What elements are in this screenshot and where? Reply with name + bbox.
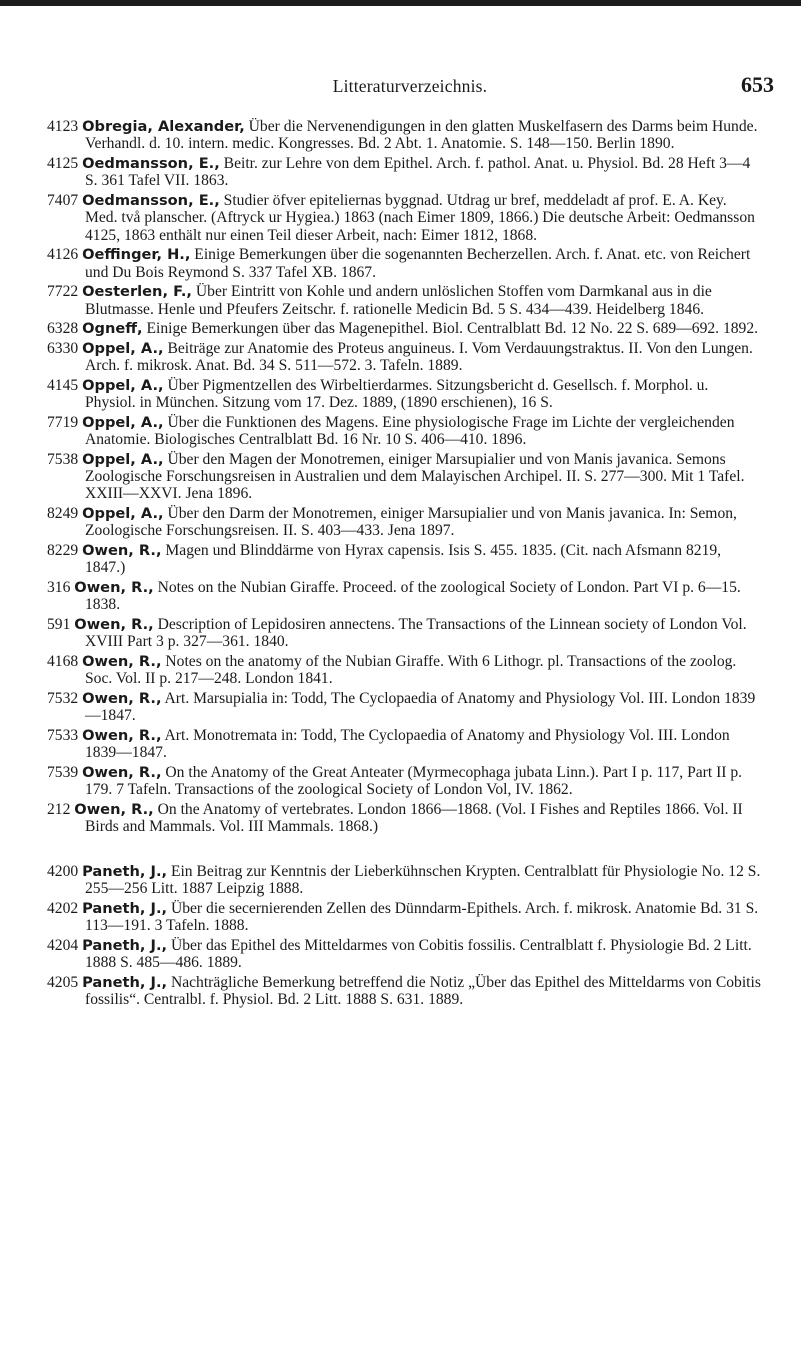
- entry-author: Oeffinger, H.,: [82, 246, 191, 264]
- entry-number: 4123: [47, 118, 79, 135]
- entry-author: Obregia, Alexander,: [82, 118, 245, 135]
- bibliography-entry: [47, 320, 762, 337]
- bibliography-entry: [47, 974, 762, 1009]
- entry-citation: Über den Magen der Monotremen, einiger Marsupialier und von Manis javanica. Semons Zoologische Forschungsreisen in Australien und dem Malayischen Archipel. II. S. 277—300. Mit 1 Tafel. XXIII—XXVI. Jena 1896.: [85, 450, 745, 503]
- bibliography-entry: [47, 246, 762, 281]
- entry-citation: Über die Nervenendigungen in den glatten Muskelfasern des Darms beim Hunde. Verhandl. d. 10. intern. medic. Kongresses. Bd. 2 Abt. 1. Anatomie. S. 148—150. Berlin 1890.: [85, 118, 758, 153]
- entry-author: Paneth, J.,: [82, 899, 168, 917]
- entry-author: Owen, R.,: [82, 653, 162, 671]
- entry-citation: Über Eintritt von Kohle und andern unlöslichen Stoffen vom Darmkanal aus in die Blutmasse. Henle und Pfeufers Zeitschr. f. rationelle Medicin Bd. 5 S. 434—439. Heidelberg 1846.: [85, 283, 712, 318]
- bibliography-entry: [47, 653, 762, 688]
- bibliography-entry: [47, 727, 762, 762]
- entry-citation: On the Anatomy of the Great Anteater (Myrmecophaga jubata Linn.). Part I p. 117, Part II p. 179. 7 Tafeln. Transactions of the zoological Society of London Vol, IV. 1862.: [85, 764, 743, 799]
- entry-number: 8229: [47, 542, 79, 560]
- bibliography-entry: [47, 900, 762, 935]
- entry-number: 4202: [47, 899, 79, 917]
- entry-citation: Nachträgliche Bemerkung betreffend die Notiz „Über das Epithel des Mitteldarms von Cobitis fossilis“. Centralbl. f. Physiol. Bd. 2 Litt. 1888 S. 631. 1889.: [85, 973, 761, 1008]
- bibliography-entry: [47, 690, 762, 725]
- entry-author: Owen, R.,: [82, 764, 162, 782]
- bibliography-entry: [47, 542, 762, 577]
- entry-number: 4205: [47, 973, 79, 991]
- entry-author: Oppel, A.,: [82, 413, 164, 431]
- entry-citation: Magen und Blinddärme von Hyrax capensis. Isis S. 455. 1835. (Cit. nach Afsmann 8219, 1847.): [85, 542, 722, 577]
- entry-citation: Beiträge zur Anatomie des Proteus anguineus. I. Vom Verdauungstraktus. II. Von den Lungen. Arch. f. mikrosk. Anat. Bd. 34 S. 511—572. 3. Tafeln. 1889.: [85, 339, 753, 375]
- entry-number: 7722: [47, 283, 79, 301]
- entry-citation: Über den Darm der Monotremen, einiger Marsupialier und von Manis javanica. In: Semon, Zoologische Forschungsreisen. II. S. 403—433. Jena 1897.: [85, 505, 737, 540]
- entry-number: 6330: [47, 339, 79, 357]
- entry-citation: Art. Marsupialia in: Todd, The Cyclopaedia of Anatomy and Physiology Vol. III. London 1839—1847.: [85, 690, 756, 725]
- bibliography-entry: [47, 118, 762, 153]
- entry-author: Owen, R.,: [74, 616, 154, 634]
- bibliography-entry: [47, 505, 762, 540]
- entry-citation: Ein Beitrag zur Kenntnis der Lieberkühnschen Krypten. Centralblatt für Physiologie No. 12 S. 255—256 Litt. 1887 Leipzig 1888.: [85, 862, 761, 897]
- page-header: [60, 72, 774, 102]
- entry-number: 316: [47, 579, 71, 597]
- entry-number: 7407: [47, 191, 79, 209]
- entry-citation: Beitr. zur Lehre von dem Epithel. Arch. f. pathol. Anat. u. Physiol. Bd. 28 Heft 3—4 S. 361 Tafel VII. 1863.: [85, 154, 751, 190]
- entry-number: 212: [47, 801, 71, 819]
- entry-number: 7539: [47, 764, 79, 782]
- page-number: 653: [741, 72, 774, 97]
- entry-author: Owen, R.,: [74, 801, 154, 819]
- entry-number: 6328: [47, 320, 79, 338]
- entry-citation: Notes on the anatomy of the Nubian Giraffe. With 6 Lithogr. pl. Transactions of the zoolog. Soc. Vol. II p. 217—248. London 1841.: [85, 653, 737, 688]
- entry-author: Oedmansson, E.,: [82, 154, 220, 172]
- bibliography-entry: [47, 937, 762, 972]
- entry-author: Oedmansson, E.,: [82, 191, 220, 209]
- bibliography-entry: [47, 414, 762, 449]
- bibliography-list: [47, 118, 762, 1011]
- bibliography-entry: [47, 451, 762, 503]
- entry-citation: Einige Bemerkungen über die sogenannten Becherzellen. Arch. f. Anat. etc. von Reichert und Du Bois Reymond S. 337 Tafel XB. 1867.: [85, 246, 751, 281]
- running-title: Litteraturverzeichnis.: [332, 76, 488, 96]
- entry-author: Paneth, J.,: [82, 936, 168, 954]
- entry-citation: Über die secernierenden Zellen des Dünndarm-Epithels. Arch. f. mikrosk. Anatomie Bd. 31 S. 113—191. 3 Tafeln. 1888.: [85, 899, 759, 934]
- entry-number: 591: [47, 616, 71, 634]
- entry-number: 7538: [47, 450, 79, 468]
- entry-citation: Notes on the Nubian Giraffe. Proceed. of the zoological Society of London. Part VI p. 6—15. 1838.: [85, 579, 741, 614]
- entry-citation: Über die Funktionen des Magens. Eine physiologische Frage im Lichte der vergleichenden Anatomie. Biologisches Centralblatt Bd. 16 Nr. 10 S. 406—410. 1896.: [85, 413, 735, 449]
- bibliography-entry: [47, 579, 762, 614]
- bibliography-entry: [47, 377, 762, 412]
- entry-number: 4126: [47, 246, 79, 264]
- entry-number: 4204: [47, 936, 79, 954]
- bibliography-entry: [47, 801, 762, 836]
- entry-author: Oppel, A.,: [82, 339, 164, 357]
- entry-author: Oppel, A.,: [82, 376, 164, 394]
- entry-citation: Art. Monotremata in: Todd, The Cyclopaedia of Anatomy and Physiology Vol. III. London 1839—1847.: [85, 727, 730, 762]
- entry-number: 7532: [47, 690, 79, 708]
- entry-number: 7533: [47, 727, 79, 745]
- entry-number: 4125: [47, 154, 79, 172]
- entry-citation: On the Anatomy of vertebrates. London 1866—1868. (Vol. I Fishes and Reptiles 1866. Vol. II Birds and Mammals. Vol. III Mammals. 1868.): [85, 801, 743, 836]
- bibliography-entry: [47, 340, 762, 375]
- bibliography-entry: [47, 863, 762, 898]
- bibliography-entry: [47, 283, 762, 318]
- entry-author: Oppel, A.,: [82, 505, 164, 523]
- entry-number: 4168: [47, 653, 79, 671]
- entry-author: Owen, R.,: [74, 579, 154, 597]
- entry-author: Paneth, J.,: [82, 862, 168, 880]
- entry-citation: Einige Bemerkungen über das Magenepithel. Biol. Centralblatt Bd. 12 No. 22 S. 689—692. 1892.: [146, 320, 759, 338]
- bibliography-entry: [47, 764, 762, 799]
- entry-author: Oppel, A.,: [82, 450, 164, 468]
- bibliography-entry: [47, 192, 762, 244]
- entry-author: Oesterlen, F.,: [82, 283, 192, 301]
- entry-number: 4145: [47, 376, 79, 394]
- entry-citation: Description of Lepidosiren annectens. The Transactions of the Linnean society of London Vol. XVIII Part 3 p. 327—361. 1840.: [85, 616, 747, 651]
- entry-author: Owen, R.,: [82, 542, 162, 560]
- entry-author: Owen, R.,: [82, 727, 162, 745]
- entry-citation: Studier öfver epiteliernas byggnad. Utdrag ur bref, meddeladt af prof. E. A. Key. Med. två planscher. (Aftryck ur Hygiea.) 1863 (nach Eimer 1809, 1866.) Die deutsche Arbeit: Oedmansson 4125, 1863 enthält nur einen Teil dieser Arbeit, nach: Eimer 1812, 1868.: [85, 191, 755, 244]
- entry-author: Paneth, J.,: [82, 973, 168, 991]
- entry-number: 7719: [47, 413, 79, 431]
- entry-number: 4200: [47, 862, 79, 880]
- bibliography-entry: [47, 155, 762, 190]
- entry-number: 8249: [47, 505, 79, 523]
- entry-author: Ogneff,: [82, 320, 143, 338]
- entry-author: Owen, R.,: [82, 690, 162, 708]
- entry-citation: Über das Epithel des Mitteldarmes von Cobitis fossilis. Centralblatt f. Physiologie Bd. 2 Litt. 1888 S. 485—486. 1889.: [85, 936, 752, 971]
- bibliography-entry: [47, 616, 762, 651]
- top-border-rule: [0, 0, 801, 6]
- entry-citation: Über Pigmentzellen des Wirbeltierdarmes. Sitzungsbericht d. Gesellsch. f. Morphol. u. Physiol. in München. Sitzung vom 17. Dez. 1889, (1890 erschienen), 16 S.: [85, 376, 709, 412]
